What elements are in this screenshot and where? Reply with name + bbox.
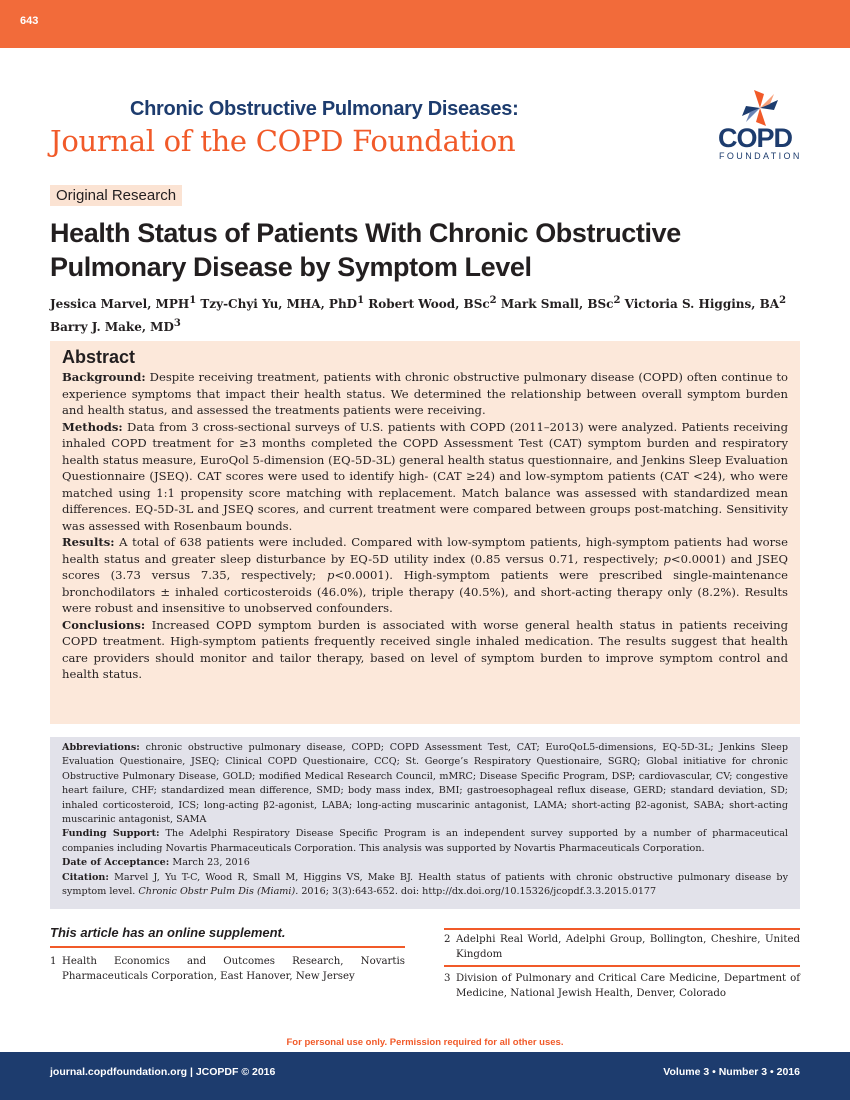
author-affiliation-marker: 1: [357, 295, 365, 306]
section-text: <0.0001). High-symptom patients were prescribed single-maintenance bronchodilators ± inhaled corticosteroids (46.0%), triple therapy (40.5%), and short-acting therapy only (8.2%). Results were robust and insensitive to unobserved confounders.: [62, 568, 789, 615]
abstract-methods: [62, 419, 788, 535]
meta-text: chronic obstructive pulmonary disease, COPD; COPD Assessment Test, CAT; EuroQoL5-dimensions, EQ-5D-3L; Jenkins Sleep Evaluation Questionaire, JSEQ; Clinical COPD Questionaire, CCQ; St. George’s Respiratory Questionaire, SGRQ; Global initiative for chronic Obstructive Pulmonary Disease, GOLD; modified Medical Research Council, mMRC; Disease Specific Program, DSP; cardiovascular, CV; congestive heart failure, CHF; standardized mean difference, SMD; body mass index, BMI; gastroesophageal reflux disease, GERD; standard deviation, SD; inhaled corticosteroid, ICS; long-acting β2-agonist, LABA; long-acting muscarinic antagonist, LAMA; short-acting β2-agonist, SABA; short-acting muscarinic antagonist, SAMA: [62, 742, 788, 826]
footer-journal-link[interactable]: journal.copdfoundation.org | JCOPDF © 2016: [50, 1066, 276, 1078]
author-name: Robert Wood, BSc: [368, 297, 490, 311]
footer-bar: [0, 1052, 850, 1100]
section-text: Data from 3 cross-sectional surveys of U.S. patients with COPD (2011–2013) were analyzed. Patients receiving inhaled COPD treatment for ≥3 months completed the COPD Assessment Test (CAT) symptom burden and respiratory health status measure, EuroQol 5-dimension (EQ-5D-3L) general health status questionnaire, and Jenkins Sleep Evaluation Questionnaire (JSEQ). CAT scores were used to identify high- (CAT ≥24) and low-symptom patients (CAT <24), who were matched using 1:1 propensity score matching with replacement. Match balance was assessed with standardized mean differences. EQ-5D-3L and JSEQ scores, and current treatment were compared between groups post-matching. Sensitivity was assessed with Rosenbaum bounds.: [62, 419, 789, 533]
abstract-box: [50, 341, 800, 724]
p-value-symbol: p: [327, 568, 335, 582]
divider: [50, 946, 405, 948]
divider: [444, 965, 800, 967]
section-text: Despite receiving treatment, patients with chronic obstructive pulmonary disease (COPD) often continue to experience symptoms that impact their health status. We determined the relationship between overall symptom burden and health status, and assessed the treatments patients were receiving.: [62, 370, 789, 417]
page-number: 643: [20, 15, 39, 27]
logo-wordmark: COPD: [718, 123, 793, 153]
online-supplement-note[interactable]: This article has an online supplement.: [50, 925, 286, 940]
funding-support: [62, 827, 788, 856]
meta-label: Abbreviations:: [62, 742, 140, 753]
pinwheel-icon: [740, 90, 780, 126]
affiliation-number: 1: [50, 956, 57, 967]
author-affiliation-marker: 2: [489, 295, 497, 306]
p-value-symbol: p: [663, 551, 671, 566]
usage-notice: For personal use only. Permission required for all other uses.: [286, 1037, 564, 1048]
divider: [444, 928, 800, 930]
meta-text: Marvel J, Yu T-C, Wood R, Small M, Higgins VS, Make BJ. Health status of patients with chronic obstructive pulmonary disease by symptom level.: [62, 871, 788, 898]
section-label: Results:: [62, 535, 115, 549]
abstract-conclusions: [62, 617, 788, 683]
citation-journal: Chronic Obstr Pulm Dis (Miami).: [138, 886, 299, 898]
author-name: Victoria S. Higgins, BA: [624, 297, 780, 311]
article-metadata-box: [50, 737, 800, 909]
affiliation-3: [444, 971, 800, 1001]
affiliation-2: [444, 932, 800, 962]
journal-title: Journal of the COPD Foundation: [50, 124, 516, 158]
journal-subtitle: Chronic Obstructive Pulmonary Diseases:: [130, 98, 519, 120]
author-affiliation-marker: 1: [189, 295, 197, 306]
affiliation-1: [50, 954, 405, 984]
author-name: Tzy-Chyi Yu, MHA, PhD: [200, 297, 358, 311]
section-text: <0.0001) and JSEQ scores (3.73 versus 7.35, respectively;: [62, 551, 788, 582]
abstract-background: [62, 369, 788, 419]
meta-label: Date of Acceptance:: [62, 857, 170, 869]
affiliation-number: 3: [444, 973, 451, 984]
footer-volume-info: Volume 3 • Number 3 • 2016: [663, 1066, 800, 1078]
section-text: A total of 638 patients were included. Compared with low-symptom patients, high-symptom patients had worse health status and greater sleep disturbance by EQ-5D utility index (0.85 versus 0.71, respectively;: [62, 535, 788, 566]
abstract-results: [62, 534, 788, 617]
abbreviations: [62, 741, 788, 827]
article-title: Health Status of Patients With Chronic Obstructive Pulmonary Disease by Symptom Level: [50, 218, 681, 282]
section-label: Methods:: [62, 419, 123, 434]
meta-label: Citation:: [62, 871, 109, 883]
abstract-heading: Abstract: [62, 347, 136, 367]
author-affiliation-marker: 2: [779, 295, 787, 306]
author-name: Jessica Marvel, MPH: [50, 297, 190, 311]
section-text: Increased COPD symptom burden is associated with worse general health status in patients receiving COPD treatment. High-symptom patients frequently received single inhaled medication. The results suggest that health care providers should monitor and tailor therapy, based on level of symptom burden to improve symptom control and health status.: [62, 617, 789, 681]
citation-doi-link[interactable]: 2016; 3(3):643-652. doi: http://dx.doi.org/10.15326/jcopdf.3.3.2015.0177: [301, 886, 657, 898]
meta-text: The Adelphi Respiratory Disease Specific Program is an independent survey supported by a number of pharmaceutical companies including Novartis Pharmaceuticals Corporation. This analysis was supported by Novartis Pharmaceuticals Corporation.: [62, 828, 788, 854]
affiliation-text: Division of Pulmonary and Critical Care Medicine, Department of Medicine, National Jewish Health, Denver, Colorado: [456, 973, 800, 999]
section-label: Background:: [62, 370, 146, 384]
affiliation-number: 2: [444, 934, 451, 945]
author-name: Mark Small, BSc: [500, 297, 614, 311]
meta-label: Funding Support:: [62, 828, 160, 840]
author-list: [50, 291, 810, 337]
citation: [62, 871, 788, 900]
date-of-acceptance: [62, 856, 788, 870]
meta-text: March 23, 2016: [172, 857, 250, 869]
affiliation-text: Health Economics and Outcomes Research, Novartis Pharmaceuticals Corporation, East Hanover, New Jersey: [62, 956, 405, 982]
copd-foundation-logo[interactable]: [712, 90, 812, 164]
article-type-badge: Original Research: [50, 185, 182, 206]
author-affiliation-marker: 3: [173, 318, 181, 329]
logo-subtext: FOUNDATION: [719, 151, 802, 161]
author-name: Barry J. Make, MD: [50, 320, 174, 334]
author-affiliation-marker: 2: [613, 295, 621, 306]
section-label: Conclusions:: [62, 617, 146, 632]
affiliation-text: Adelphi Real World, Adelphi Group, Bollington, Cheshire, United Kingdom: [456, 934, 800, 960]
top-banner: [0, 0, 850, 48]
